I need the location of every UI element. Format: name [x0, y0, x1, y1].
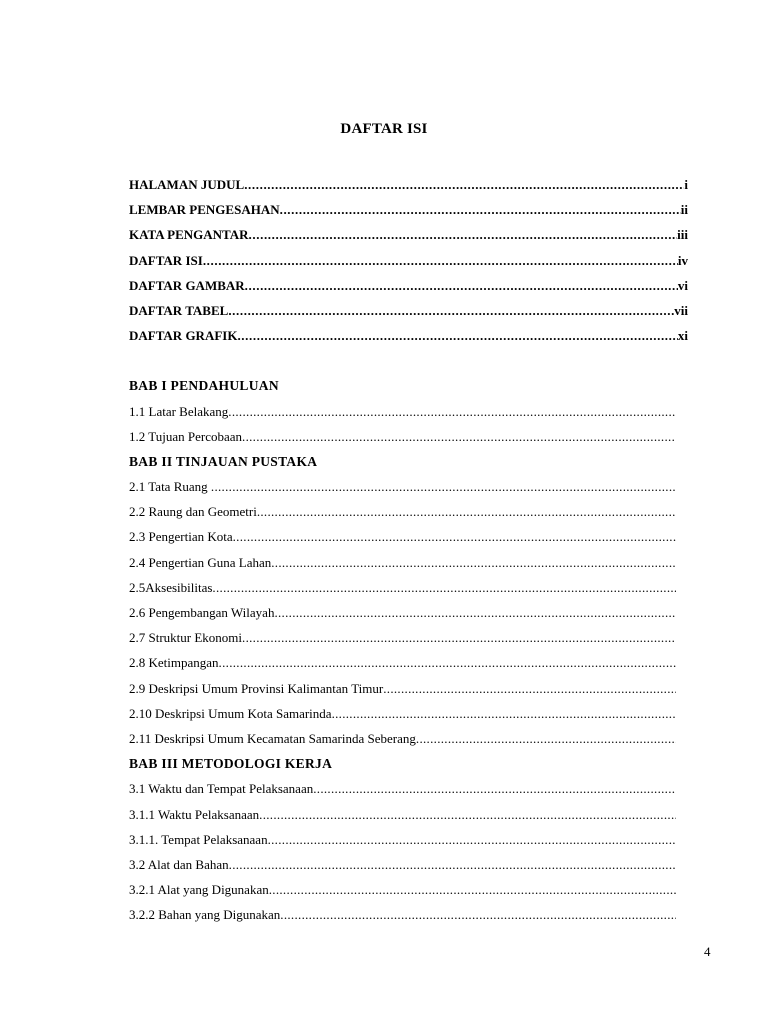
dot-leader — [245, 273, 678, 298]
dot-leader — [268, 827, 676, 852]
toc-subentry-label: 3.1 Waktu dan Tempat Pelaksanaan — [129, 781, 314, 797]
dot-leader — [280, 197, 681, 222]
dot-leader — [274, 600, 676, 625]
chapter-heading-bab-2[interactable] — [129, 449, 689, 474]
toc-subentry[interactable] — [129, 600, 676, 625]
toc-entry-label: KATA PENGANTAR — [129, 227, 249, 243]
toc-subentry[interactable] — [129, 424, 676, 449]
toc-entry-page: iv — [677, 252, 688, 268]
toc-subentry-label: 2.6 Pengembangan Wilayah — [129, 605, 275, 620]
toc-subentry-label: 3.2 Alat dan Bahan — [129, 856, 229, 872]
toc-subentry[interactable] — [129, 877, 676, 902]
dot-leader — [313, 776, 676, 801]
page-number: 4 — [704, 944, 711, 959]
chapter-heading-label: BAB II TINJAUAN PUSTAKA — [129, 453, 318, 469]
toc-subentry-label: 1.2 Tujuan Percobaan — [129, 428, 243, 444]
section-spacer — [129, 348, 689, 373]
toc-entry-halaman-judul[interactable] — [129, 172, 688, 197]
toc-subentry-label: 3.1.1. Tempat Pelaksanaan — [129, 831, 268, 847]
toc-subentry-label: 3.1.1 Waktu Pelaksanaan — [129, 806, 260, 822]
dot-leader — [233, 524, 676, 549]
toc-subentry-label: 2.11 Deskripsi Umum Kecamatan Samarinda Seberang — [129, 730, 416, 746]
chapter-heading-label: BAB III METODOLOGI KERJA — [129, 756, 333, 772]
dot-leader — [416, 726, 676, 751]
toc-entry-daftar-grafik[interactable] — [129, 323, 688, 348]
dot-leader — [280, 902, 676, 927]
toc-subentry[interactable] — [129, 676, 676, 701]
toc-subentry[interactable] — [129, 474, 676, 499]
dot-leader — [242, 625, 676, 650]
dot-leader — [219, 650, 676, 675]
dot-leader — [332, 701, 676, 726]
dot-leader — [237, 323, 677, 348]
toc-subentry-label: 3.2.2 Bahan yang Digunakan — [129, 907, 281, 923]
toc-subentry-label: 3.2.1 Alat yang Digunakan — [129, 882, 269, 898]
toc-subentry-label: 2.1 Tata Ruang — [129, 479, 211, 495]
toc-subentry[interactable] — [129, 550, 676, 575]
toc-entry-page: iii — [677, 227, 688, 243]
dot-leader — [212, 575, 676, 600]
toc-subentry[interactable] — [129, 499, 676, 524]
toc-entry-label: DAFTAR GAMBAR — [129, 277, 245, 293]
toc-subentry[interactable] — [129, 776, 676, 801]
toc-subentry-label: 2.8 Ketimpangan — [129, 655, 219, 671]
page-title: DAFTAR ISI — [340, 121, 428, 137]
toc-subentry-label: 2.10 Deskripsi Umum Kota Samarinda — [129, 705, 332, 721]
toc-subentry-label: 2.2 Raung dan Geometri — [129, 504, 257, 520]
toc-entry-page: ii — [680, 202, 688, 218]
toc-subentry[interactable] — [129, 650, 676, 675]
toc-subentry[interactable] — [129, 575, 676, 600]
dot-leader — [383, 676, 676, 701]
toc-subentry-label: 2.3 Pengertian Kota — [129, 529, 233, 545]
toc-entry-page: vi — [677, 277, 688, 293]
dot-leader — [271, 550, 676, 575]
toc-entry-daftar-tabel[interactable] — [129, 298, 688, 323]
toc-entry-label: DAFTAR ISI — [129, 252, 203, 268]
toc-subentry[interactable] — [129, 524, 676, 549]
dot-leader — [269, 877, 676, 902]
toc-entry-lembar-pengesahan[interactable] — [129, 197, 688, 222]
toc-entry-label: DAFTAR TABEL — [129, 302, 229, 318]
toc-subentry-label: 2.7 Struktur Ekonomi — [129, 630, 243, 646]
toc-subentry[interactable] — [129, 802, 676, 827]
toc-subentry-label: 2.5Aksesibilitas — [129, 579, 213, 595]
toc-subentry[interactable] — [129, 852, 676, 877]
chapter-heading-bab-1[interactable] — [129, 373, 689, 398]
toc-entry-page: vii — [674, 302, 688, 318]
toc-entry-label: DAFTAR GRAFIK — [129, 328, 238, 344]
toc-subentry-label: 1.1 Latar Belakang — [129, 403, 229, 419]
dot-leader — [257, 499, 676, 524]
dot-leader — [228, 298, 674, 323]
dot-leader — [259, 802, 676, 827]
toc-subentry-label: 2.4 Pengertian Guna Lahan — [129, 554, 272, 570]
toc-subentry[interactable] — [129, 625, 676, 650]
toc-subentry[interactable] — [129, 399, 676, 424]
toc-subentry[interactable] — [129, 902, 676, 927]
table-of-contents — [129, 172, 689, 927]
dot-leader — [249, 222, 678, 247]
toc-entry-daftar-gambar[interactable] — [129, 273, 688, 298]
toc-entry-label: LEMBAR PENGESAHAN — [129, 202, 280, 218]
toc-entry-page: xi — [677, 328, 688, 344]
toc-subentry[interactable] — [129, 827, 676, 852]
toc-subentry[interactable] — [129, 726, 676, 751]
toc-entry-label: HALAMAN JUDUL — [129, 177, 245, 192]
toc-subentry[interactable] — [129, 701, 676, 726]
toc-subentry-label: 2.9 Deskripsi Umum Provinsi Kalimantan Timur — [129, 680, 384, 696]
chapter-heading-label: BAB I PENDAHULUAN — [129, 378, 279, 394]
dot-leader — [228, 399, 676, 424]
dot-leader — [211, 474, 676, 499]
toc-entry-kata-pengantar[interactable] — [129, 222, 688, 247]
dot-leader — [242, 424, 676, 449]
dot-leader — [203, 248, 678, 273]
dot-leader — [229, 852, 676, 877]
chapter-heading-bab-3[interactable] — [129, 751, 689, 776]
toc-entry-page: i — [684, 177, 688, 192]
toc-entry-daftar-isi[interactable] — [129, 248, 688, 273]
dot-leader — [244, 172, 684, 197]
